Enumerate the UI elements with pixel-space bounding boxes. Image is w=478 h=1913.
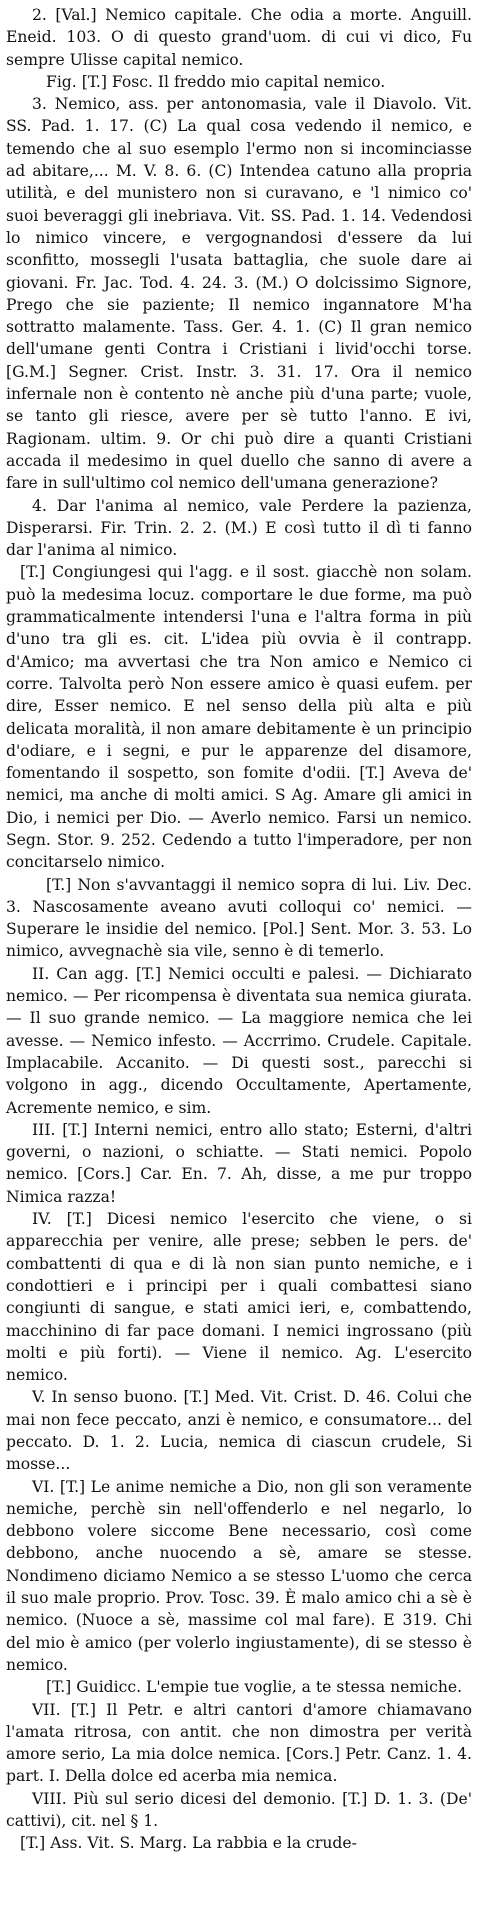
entry-congiungesi-note: [T.] Congiungesi qui l'agg. e il sost. giacchè non solam. può la medesima locuz. comportare le due forme, ma può grammaticalmente intendersi l'una e l'altra forma in più d'uno tra gli es. cit. L'idea più ovvia è il contrapp. d'Amico; ma avvertasi che tra Non amico e Nemico ci corre. Talvolta però Non essere amico è quasi eufem. per dire, Esser nemico. E nel senso della più alta e più delicata moralità, il non amare debitamente è un principio d'odiare, e i segni, e pur le apparenze del disamore, fomentando il sospetto, son fomite d'odii. [T.] Aveva de' nemici, ma anche di molti amici. S Ag. Amare gli amici in Dio, i nemici per Dio. — Averlo nemico. Farsi un nemico. Segn. Stor. 9. 252. Cedendo a tutto l'imperadore, per non concitarselo nimico. [6, 563, 472, 872]
entry-section-v: V. In senso buono. [T.] Med. Vit. Crist. D. 46. Colui che mai non fece peccato, anzi è nemico, e consumatore... del peccato. D. 1. 2. Lucia, nemica di ciascun crudele, Si mosse... [6, 1388, 472, 1474]
entry-section-vi: VI. [T.] Le anime nemiche a Dio, non gli son veramente nemiche, perchè sin nell'offenderlo e nel negarlo, lo debbono volere siccome Bene necessario, così come debbono, anche nuocendo a sè, amare se stesse. Nondimeno diciamo Nemico a se stesso L'uomo che cerca il suo male proprio. Prov. Tosc. 39. È malo amico chi a sè è nemico. (Nuoce a sè, massime col mal fare). E 319. Chi del mio è amico (per volerlo ingiustamente), di se stesso è nemico. [6, 1477, 472, 1674]
entry-guidicc-quote: [T.] Guidicc. L'empie tue voglie, a te stessa nemiche. [46, 1678, 463, 1697]
entry-figurative-capitale: Fig. [T.] Fosc. Il freddo mio capital nemico. [46, 72, 386, 91]
entry-nemico-diavolo: 3. Nemico, ass. per antonomasia, vale il Diavolo. Vit. SS. Pad. 1. 17. (C) La qual cosa vedendo il nemico, e temendo che al suo esemplo l'ermo non si incominciasse ad abitare,... M. V. 8. 6. (C) Intendea catuno alla propria utilità, e del munistero non si curavano, e 'l nimico co' suoi beveraggi gli inebriava. Vit. SS. Pad. 1. 14. Vedendosi lo nimico vincere, e vergognandosi d'essere da lui sconfitto, mossegli l'usata battaglia, che suole dare ai giovani. Fr. Jac. Tod. 4. 24. 3. (M.) O dolcissimo Signore, Prego che sie paziente; Il nemico ingannatore M'ha sottratto malamente. Tass. Ger. 4. 1. (C) Il gran nemico dell'umane genti Contra i Cristiani i livid'occhi torse. [G.M.] Segner. Crist. Instr. 3. 31. 17. Ora il nemico infernale non è contento nè anche più d'una parte; vuole, se tanto gli riesce, avere per sè tutto l'anno. E ivi, Ragionam. ultim. 9. Or chi può dire a quanti Cristiani accada il medesimo in quel duello che sanno di avere a fare in sull'ultimo col nemico dell'umana generazione? [6, 95, 472, 493]
entry-non-avvantaggi: [T.] Non s'avvantaggi il nemico sopra di lui. Liv. Dec. 3. Nascosamente aveano avuti colloqui co' nemici. — Superare le insidie del nemico. [Pol.] Sent. Mor. 3. 53. Lo nimico, avvegnachè sia vile, senno è di temerlo. [6, 875, 472, 961]
entry-section-iii: III. [T.] Interni nemici, entro allo stato; Esterni, d'altri governi, o nazioni, o schiatte. — Stati nemici. Popolo nemico. [Cors.] Car. En. 7. Ah, disse, a me pur troppo Nimica razza! [6, 1120, 472, 1206]
entry-dar-anima-al-nemico: 4. Dar l'anima al nemico, vale Perdere la pazienza, Disperarsi. Fir. Trin. 2. 2. (M.) E così tutto il dì ti fanno dar l'anima al nimico. [6, 496, 472, 560]
entry-nemico-capitale: 2. [Val.] Nemico capitale. Che odia a morte. Anguill. Eneid. 103. O di questo grand'uom. di cui vi dico, Fu sempre Ulisse capital nemico. [6, 6, 472, 69]
entry-section-vii: VII. [T.] Il Petr. e altri cantori d'amore chiamavano l'amata ritrosa, con antit. che non dimostra per verità amore serio, La mia dolce nemica. [Cors.] Petr. Canz. 1. 4. part. I. Della dolce ed acerba mia nemica. [6, 1700, 472, 1786]
entry-section-viii: VIII. Più sul serio dicesi del demonio. [T.] D. 1. 3. (De' cattivi), cit. nel § 1. [6, 1789, 472, 1831]
entry-ass-vit-marg: [T.] Ass. Vit. S. Marg. La rabbia e la crude- [20, 1834, 357, 1853]
entry-section-iv: IV. [T.] Dicesi nemico l'esercito che viene, o si apparecchia per venire, alle prese; sebben le pers. de' combattenti di qua e di là non sian punto nemiche, e i condottieri e i principi per i quali combattesi siano congiunti di sangue, e stati amici ieri, e, combattendo, macchinino di far pace domani. I nemici ingrossano (più molti e più forti). — Viene il nemico. Ag. L'esercito nemico. [6, 1210, 472, 1385]
entry-section-ii: II. Can agg. [T.] Nemici occulti e palesi. — Dichiarato nemico. — Per ricompensa è diventata sua nemica giurata. — Il suo grande nemico. — La maggiore nemica che lei avesse. — Nemico infesto. — Accrrimo. Crudele. Capitale. Implacabile. Accanito. — Di questi sost., parecchi si volgono in agg., dicendo Occultamente, Apertamente, Acremente nemico, e sim. [6, 964, 472, 1117]
